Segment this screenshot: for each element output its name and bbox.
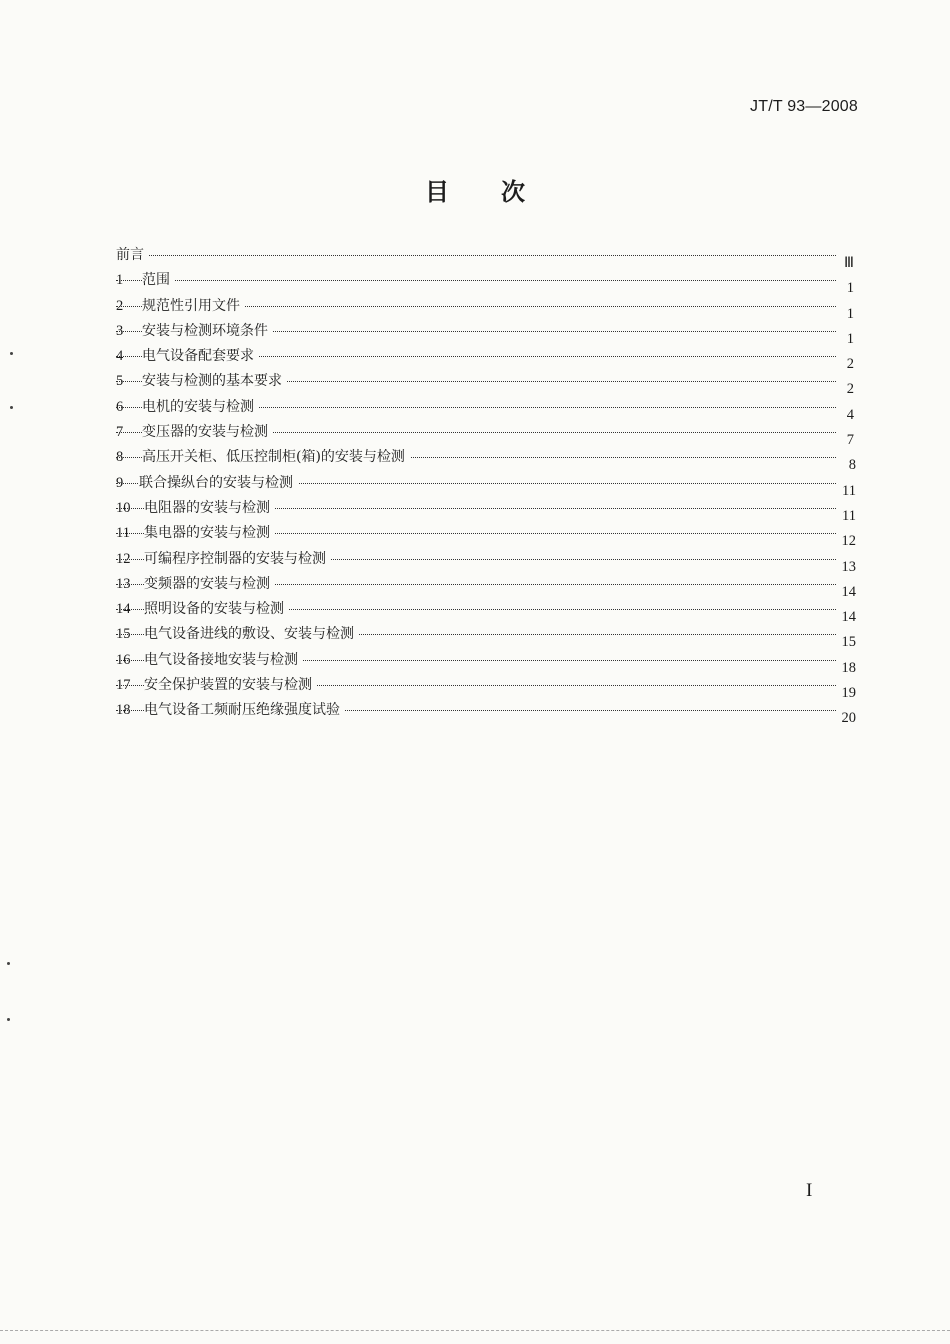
toc-entry-number: 7 [116,424,124,441]
toc-entry-label: 电机的安装与检测 [142,398,259,416]
toc-entry[interactable] [116,347,854,372]
toc-entry-number: 15 [116,626,131,643]
toc-entry-page: 8 [846,456,856,474]
toc-entry-number: 8 [116,449,124,466]
toc-entry-label: 电气设备工频耐压绝缘强度试验 [144,701,345,719]
toc-entry-page: 1 [844,279,854,297]
standard-code: JT/T 93—2008 [750,98,858,115]
scan-speck [10,406,13,409]
toc-entry-label: 范围 [142,271,175,289]
toc-entry[interactable] [116,398,854,423]
toc-entry[interactable] [116,271,854,296]
toc-entry[interactable] [116,474,854,499]
toc-entry-page: 11 [839,482,856,500]
toc-entry-number: 4 [116,348,124,365]
toc-entry-page: 19 [839,684,857,702]
toc-entry-page: 14 [839,583,857,601]
toc-entry-page: 15 [839,633,857,651]
page-number: I [806,1180,813,1201]
toc-entry-number: 2 [116,297,124,314]
toc-entry-number: 1 [116,272,124,289]
scan-speck [7,1018,10,1021]
toc-entry-page: 1 [844,305,854,323]
table-of-contents [116,246,854,727]
toc-entry-label: 变频器的安装与检测 [144,575,275,593]
toc-entry-page: 18 [839,659,857,677]
toc-entry[interactable] [116,322,854,347]
toc-entry[interactable] [116,297,854,322]
toc-entry-number: 12 [116,550,131,567]
toc-entry[interactable] [116,499,854,524]
toc-entry-page: 4 [844,406,854,424]
toc-entry-page: 12 [839,532,857,550]
toc-entry[interactable] [116,575,854,600]
toc-entry-page: 1 [844,330,854,348]
scan-speck [7,962,10,965]
toc-entry-number: 16 [116,651,131,668]
toc-entry-number: 3 [116,322,124,339]
toc-entry-page: 7 [844,431,854,449]
toc-entry-number: 11 [116,525,130,542]
toc-entry-label: 电气设备配套要求 [142,347,259,365]
toc-entry[interactable] [116,524,854,549]
toc-entry-label: 联合操纵台的安装与检测 [139,474,298,492]
toc-title-char: 目 [425,178,449,206]
toc-entry-label: 可编程序控制器的安装与检测 [144,550,331,568]
toc-title [0,172,950,207]
leader-dots [116,255,836,256]
toc-entry[interactable] [116,246,854,271]
toc-entry[interactable] [116,550,854,575]
toc-entry-number: 18 [116,702,131,719]
toc-entry-page: 20 [839,709,857,727]
toc-entry-page: 13 [839,558,857,576]
toc-entry-number: 14 [116,601,131,618]
toc-entry[interactable] [116,372,854,397]
toc-title-char: 次 [501,178,525,206]
toc-entry-label: 电气设备进线的敷设、安装与检测 [144,625,359,643]
toc-entry[interactable] [116,625,854,650]
toc-entry-page: 14 [839,608,857,626]
toc-entry-number: 6 [116,398,124,415]
toc-entry-label: 前言 [116,246,149,264]
leader-dots [116,280,836,281]
toc-entry[interactable] [116,600,854,625]
toc-entry[interactable] [116,651,854,676]
toc-entry-number: 13 [116,575,131,592]
toc-entry-label: 规范性引用文件 [142,297,245,315]
toc-entry-label: 集电器的安装与检测 [144,524,275,542]
toc-entry-label: 安全保护装置的安装与检测 [144,676,317,694]
scan-edge-line [0,1330,950,1331]
toc-entry-number: 9 [116,474,124,491]
toc-entry-page: 11 [839,507,856,525]
toc-entry-label: 照明设备的安装与检测 [144,600,289,618]
toc-entry-label: 安装与检测的基本要求 [142,372,287,390]
toc-entry-label: 电阻器的安装与检测 [144,499,275,517]
toc-entry[interactable] [116,448,854,473]
toc-entry[interactable] [116,701,854,726]
toc-entry-page: 2 [844,355,854,373]
toc-entry[interactable] [116,423,854,448]
toc-entry-number: 5 [116,373,124,390]
toc-entry-label: 安装与检测环境条件 [142,322,273,340]
toc-entry-label: 高压开关柜、低压控制柜(箱)的安装与检测 [142,448,410,466]
toc-entry-page: 2 [844,380,854,398]
toc-entry[interactable] [116,676,854,701]
toc-entry-label: 变压器的安装与检测 [142,423,273,441]
toc-entry-number: 10 [116,499,131,516]
scan-speck [10,352,13,355]
toc-entry-label: 电气设备接地安装与检测 [144,651,303,669]
toc-entry-page: Ⅲ [841,254,854,272]
toc-entry-number: 17 [116,677,131,694]
